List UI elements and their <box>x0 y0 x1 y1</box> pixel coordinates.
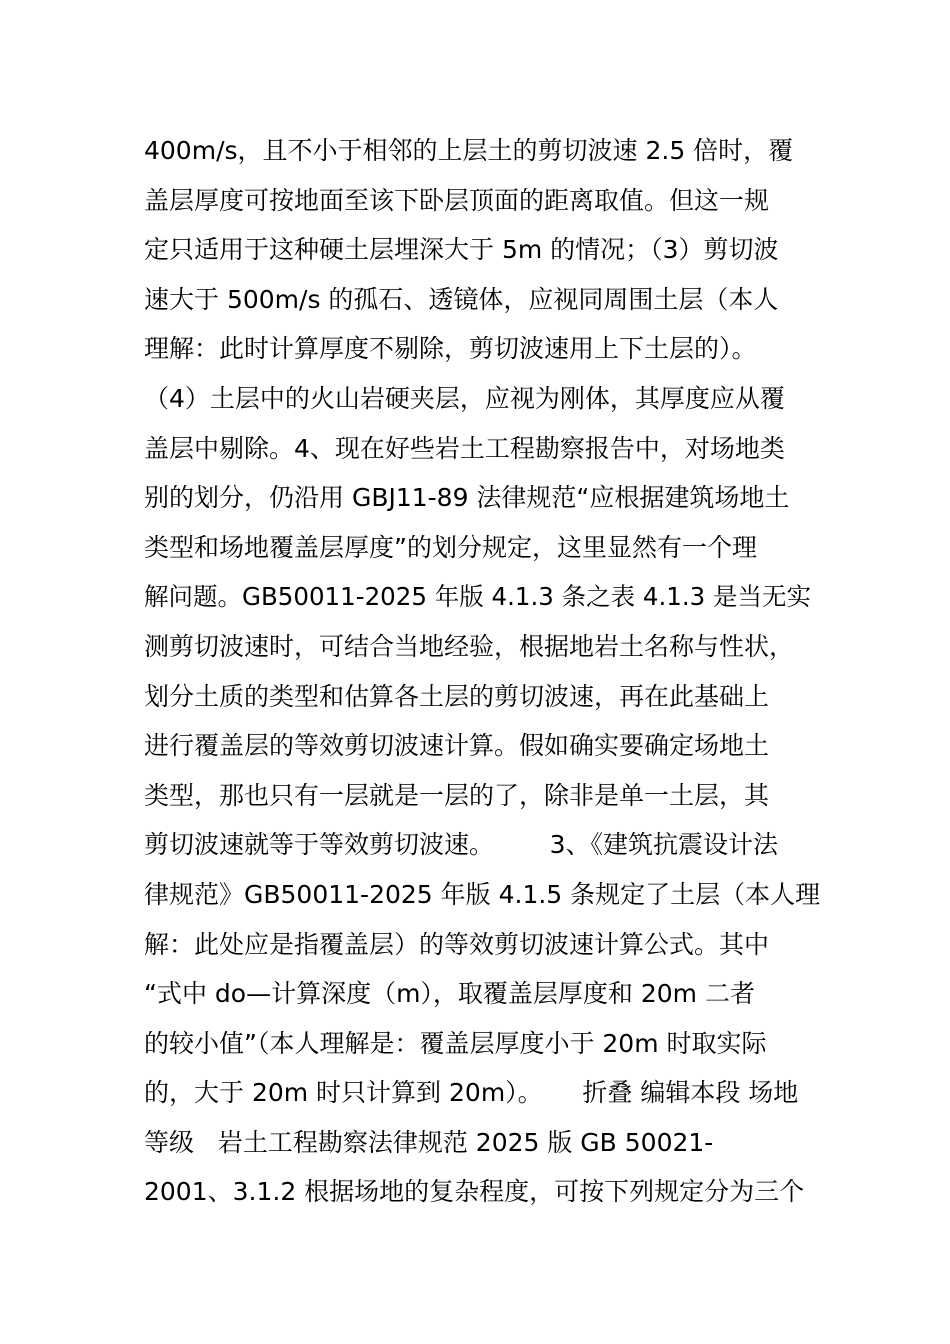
body-text-line: 400m/s，且不小于相邻的上层土的剪切波速 2.5 倍时，覆 <box>144 136 794 165</box>
body-text-line: 解问题。GB50011-2025 年版 4.1.3 条之表 4.1.3 是当无实 <box>144 582 812 612</box>
body-text-line: 解：此处应是指覆盖层）的等效剪切波速计算公式。其中 <box>144 929 770 959</box>
body-text-line: 盖层厚度可按地面至该下卧层顶面的距离取值。但这一规 <box>144 185 770 215</box>
document-body <box>144 130 824 1221</box>
body-text-line: “式中 do—计算深度（m），取覆盖层厚度和 20m 二者 <box>144 979 755 1009</box>
body-text-line: 别的划分，仍沿用 GBJ11-89 法律规范“应根据建筑场地土 <box>144 483 790 513</box>
body-text-line: 盖层中剔除。4、现在好些岩土工程勘察报告中，对场地类 <box>144 433 785 463</box>
body-text-line: 理解：此时计算厚度不剔除，剪切波速用上下土层的）。 <box>144 334 757 364</box>
body-text-line: 测剪切波速时，可结合当地经验，根据地岩土名称与性状， <box>144 631 795 661</box>
body-text-line: 剪切波速就等于等效剪切波速。 3、《建筑抗震设计法 <box>144 830 779 860</box>
body-text-line: 的较小值”（本人理解是：覆盖层厚度小于 20m 时取实际 <box>144 1028 767 1058</box>
body-text-line: 速大于 500m/s 的孤石、透镜体，应视同周围土层（本人 <box>144 284 779 314</box>
body-text-line: 定只适用于这种硬土层埋深大于 5m 的情况；（3）剪切波 <box>144 235 779 265</box>
body-text-line: （4）土层中的火山岩硬夹层，应视为刚体，其厚度应从覆 <box>144 383 785 413</box>
body-text-line: 进行覆盖层的等效剪切波速计算。假如确实要确定场地土 <box>144 731 770 761</box>
body-text-line: 等级 岩土工程勘察法律规范 2025 版 GB 50021- <box>144 1127 714 1157</box>
body-text-line: 律规范》GB50011-2025 年版 4.1.5 条规定了土层（本人理 <box>144 879 821 909</box>
body-text-line: 类型和场地覆盖层厚度”的划分规定，这里显然有一个理 <box>144 532 757 562</box>
body-text-line: 划分土质的类型和估算各土层的剪切波速，再在此基础上 <box>144 681 770 711</box>
body-text-line: 类型，那也只有一层就是一层的了，除非是单一土层，其 <box>144 780 770 810</box>
body-text-line: 的，大于 20m 时只计算到 20m）。 折叠 编辑本段 场地 <box>144 1078 799 1108</box>
body-text-line: 2001、3.1.2 根据场地的复杂程度，可按下列规定分为三个 <box>144 1177 805 1207</box>
